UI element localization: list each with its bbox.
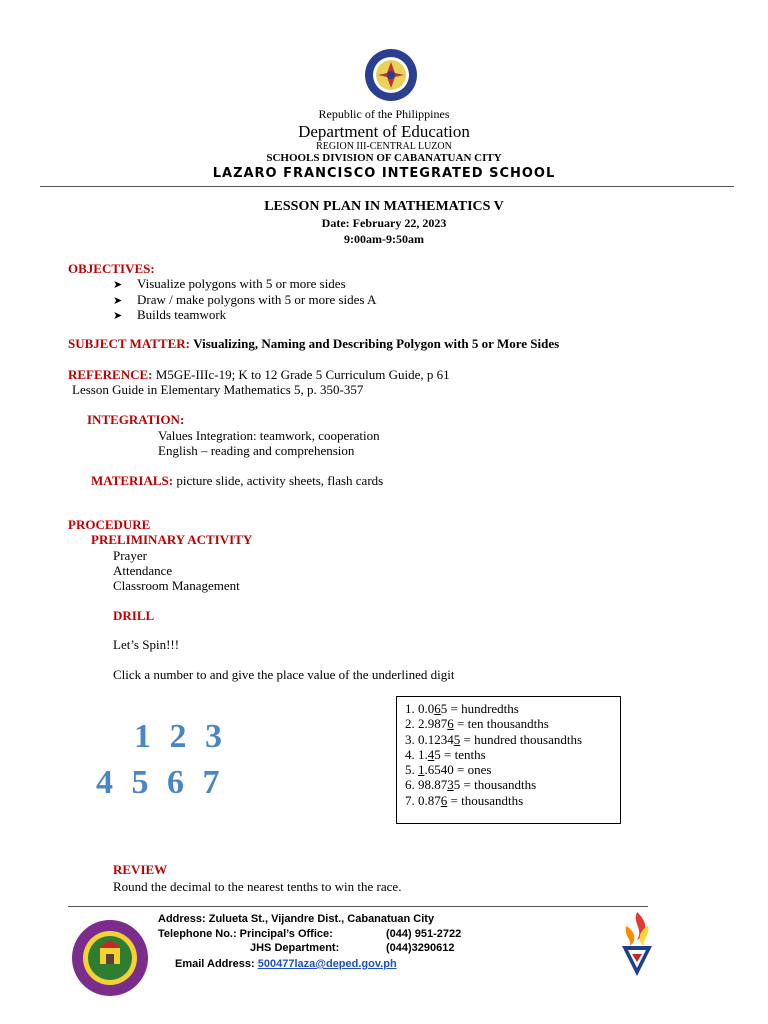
answer-row: 7. 0.876 = thousandths [405, 792, 524, 808]
lesson-title: LESSON PLAN IN MATHEMATICS V [264, 199, 504, 214]
integration-english: English – reading and comprehension [158, 443, 355, 458]
answer-row: 6. 98.8735 = thousandths [405, 777, 537, 793]
reference-line1: M5GE-IIIc-19; K to 12 Grade 5 Curriculum Guide, p 61 [155, 367, 450, 382]
objective-item [113, 307, 226, 323]
reference-label: REFERENCE: [68, 367, 153, 382]
subject-matter-line [68, 336, 559, 352]
underlined-digit: 6 [447, 716, 454, 732]
arrow-bullet-icon: ➤ [113, 279, 123, 291]
department-name: Department of Education [298, 122, 470, 141]
objective-text: Visualize polygons with 5 or more sides [137, 276, 346, 291]
underlined-digit: 5 [453, 731, 461, 747]
objective-text: Builds teamwork [137, 307, 227, 322]
country-name: Republic of the Philippines [318, 107, 450, 121]
spin-numbers-row1[interactable]: 1 2 3 [134, 718, 227, 755]
footer-address: Address: Zulueta St., Vijandre Dist., Cabanatuan City [158, 913, 435, 925]
materials-label: MATERIALS: [91, 473, 174, 488]
reference-line [68, 367, 450, 383]
region-name: REGION III-CENTRAL LUZON [316, 141, 452, 152]
review-instruction: Round the decimal to the nearest tenths to win the race. [113, 879, 402, 894]
school-name: LAZARO FRANCISCO INTEGRATED SCHOOL [212, 166, 556, 181]
reference-line2: Lesson Guide in Elementary Mathematics 5, p. 350-357 [72, 382, 364, 397]
arrow-bullet-icon: ➤ [113, 295, 123, 307]
underlined-digit: 6 [440, 792, 448, 808]
objective-text: Draw / make polygons with 5 or more sides A [137, 292, 377, 307]
materials-value: picture slide, activity sheets, flash cards [176, 473, 384, 488]
preliminary-attendance: Attendance [113, 563, 173, 578]
arrow-bullet-icon: ➤ [113, 310, 123, 322]
integration-values: Values Integration: teamwork, cooperation [158, 428, 380, 443]
drill-intro: Let’s Spin!!! [113, 637, 180, 652]
objective-item [113, 276, 346, 292]
procedure-heading: PROCEDURE [68, 517, 151, 532]
footer-email-line [175, 958, 397, 970]
underlined-digit: 1 [418, 762, 425, 778]
footer-telephone-principal: (044) 951-2722 [386, 928, 462, 940]
footer-email-label: Email Address: [175, 958, 255, 970]
deped-seal-logo [364, 48, 418, 102]
drill-heading: DRILL [113, 608, 155, 623]
spin-numbers-row2[interactable]: 4 5 6 7 [96, 764, 225, 801]
answer-row: 4. 1.45 = tenths [405, 746, 486, 762]
answer-box [396, 696, 621, 824]
footer-telephone-label: Telephone No.: Principal’s Office: [158, 928, 333, 940]
subject-matter-label: SUBJECT MATTER: [68, 336, 190, 351]
underlined-digit: 3 [447, 777, 454, 793]
materials-line [91, 473, 383, 489]
drill-instruction: Click a number to and give the place value of the underlined digit [113, 667, 455, 682]
footer-jhs-label: JHS Department: [250, 942, 340, 954]
preliminary-prayer: Prayer [113, 548, 147, 563]
flame-emblem-logo [612, 910, 662, 978]
objective-item [113, 292, 376, 308]
footer-telephone-jhs: (044)3290612 [386, 942, 455, 954]
objectives-heading: OBJECTIVES: [68, 261, 155, 276]
school-seal-logo [70, 918, 150, 998]
integration-heading: INTEGRATION: [87, 412, 185, 427]
underlined-digit: 6 [434, 701, 441, 716]
underlined-digit: 4 [427, 746, 435, 762]
lesson-time: 9:00am-9:50am [344, 232, 424, 246]
footer-divider [68, 906, 648, 907]
division-name: SCHOOLS DIVISION OF CABANATUAN CITY [266, 152, 502, 164]
lesson-date: Date: February 22, 2023 [321, 216, 447, 230]
answer-row: 5. 1.6540 = ones [405, 762, 492, 778]
preliminary-classroom: Classroom Management [113, 578, 240, 593]
subject-matter-value: Visualizing, Naming and Describing Polygon with 5 or More Sides [193, 336, 560, 351]
answer-row: 3. 0.12345 = hundred thousandths [405, 731, 583, 747]
header-divider [40, 186, 734, 187]
preliminary-heading: PRELIMINARY ACTIVITY [91, 532, 253, 547]
answer-row: 1. 0.065 = hundredths [405, 701, 519, 716]
answer-row: 2. 2.9876 = ten thousandths [405, 716, 549, 732]
footer-email-link[interactable]: 500477laza@deped.gov.ph [257, 958, 397, 970]
review-heading: REVIEW [113, 862, 168, 877]
